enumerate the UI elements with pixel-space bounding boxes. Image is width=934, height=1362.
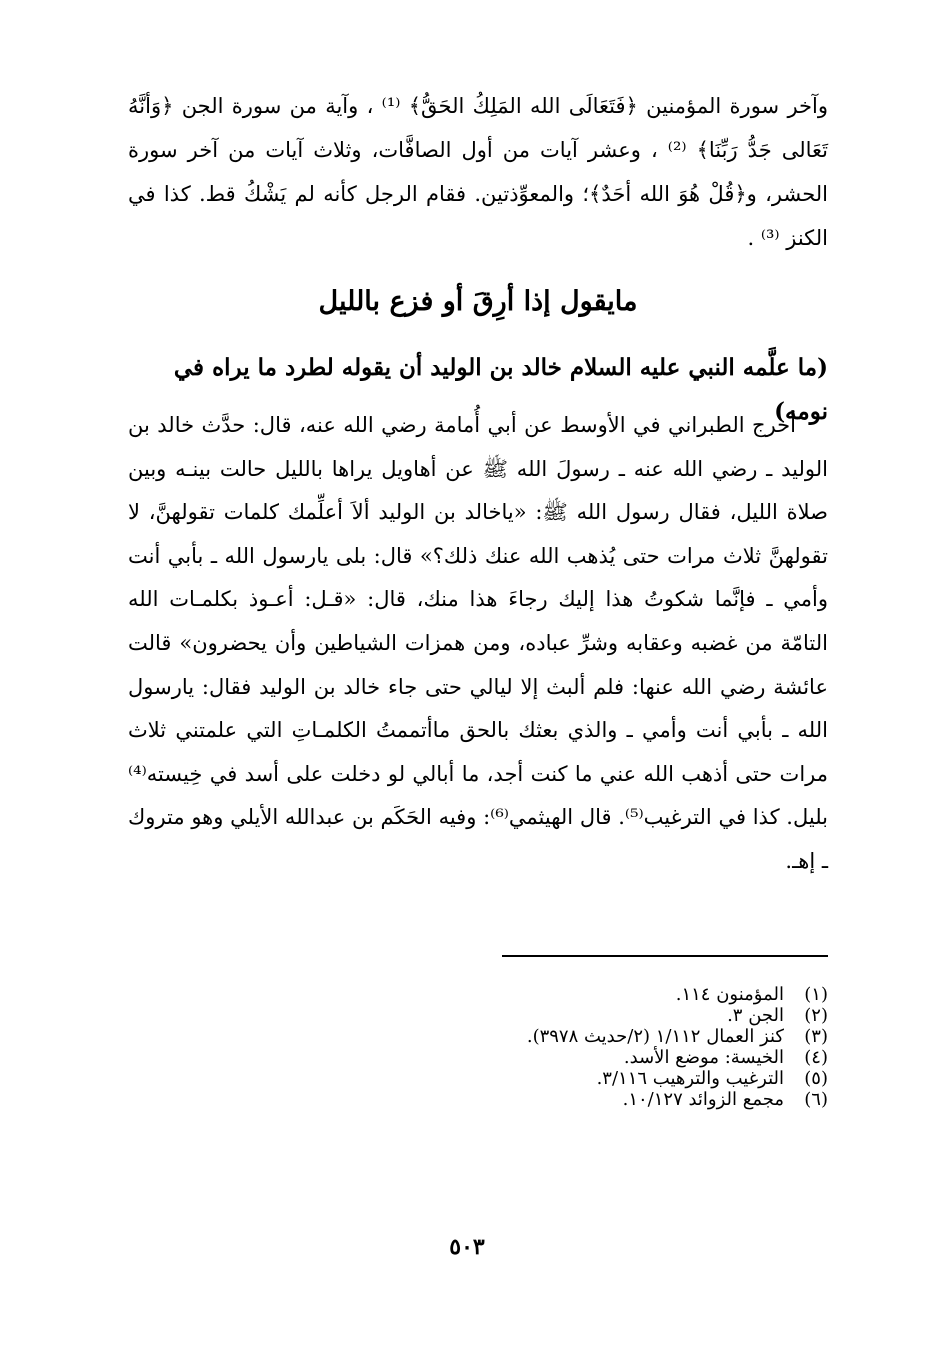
- footnote-text: الجن ٣.: [727, 1005, 784, 1026]
- footnotes-list: [300, 984, 828, 1110]
- footnote-number: (٦): [804, 1089, 828, 1110]
- footnote-item: [300, 984, 828, 1005]
- footnote-number: (١): [804, 984, 828, 1005]
- footnote-number: (٥): [804, 1068, 828, 1089]
- footnote-item: [300, 1047, 828, 1068]
- footnote-number: (٣): [804, 1026, 828, 1047]
- footnote-text: الترغيب والترهيب ٣/١١٦.: [596, 1068, 784, 1089]
- footnote-item: [300, 1005, 828, 1026]
- footnote-text: مجمع الزوائد ١٠/١٢٧.: [622, 1089, 784, 1110]
- footnote-number: (٢): [804, 1005, 828, 1026]
- intro-text: وآخر سورة المؤمنين ﴿فَتَعَالَى الله المَلِكُ الحَقُّ﴾ ⁽¹⁾ ، وآية من سورة الجن ﴿وَأنَّهُ تَعَالى جَدُّ رَبِّنَا﴾ ⁽²⁾ ، وعشر آيات من أول الصافَّات، وثلاث آيات من آخر سورة الحشر، و﴿قُلْ هُوَ الله أحَدٌ﴾؛ والمعوِّذتين. فقام الرجل كأنه لم يَشْكُ قط. كذا في الكنز ⁽³⁾ .: [128, 94, 828, 250]
- footnote-text: المؤمنون ١١٤.: [675, 984, 784, 1005]
- footnote-text: الخيسة: موضع الأسد.: [623, 1047, 784, 1068]
- section-heading: مايقول إذا أرِقَ أو فزع بالليل: [318, 286, 638, 317]
- page-number: ٥٠٣: [449, 1234, 485, 1260]
- body-paragraph: [128, 404, 828, 884]
- footnote-item: [300, 1089, 828, 1110]
- body-text: أخرج الطبراني في الأوسط عن أبي أُمامة رضي الله عنه، قال: حدَّث خالد بن الوليد ـ رضي الله عنه ـ رسولَ الله ﷺ عن أهاويل يراها بالليل حالت بينـه وبين صلاة الليل، فقال رسول الله ﷺ: «ياخالد بن الوليد ألاَ أعلِّمك كلمات تقولهنَّ، لا تقولهنَّ ثلاث مرات حتى يُذهب الله عنك ذلك؟» قال: بلى يارسول الله ـ بأبي أنت وأمي ـ فإنَّما شكوتُ هذا إليك رجاءَ هذا منك، قال: «قـل: أعـوذ بكلمـات الله التامّة من غضبه وعقابه وشرِّ عباده، ومن همزات الشياطين وأن يحضرون» قالت عائشة رضي الله عنها: فلم ألبث إلا ليالي حتى جاء خالد بن الوليد فقال: يارسول الله ـ بأبي أنت وأمي ـ والذي بعثك بالحق ماأتممتُ الكلمـاتِ التي علمتني ثلاث مرات حتى أذهب الله عني ما كنت أجد، ما أبالي لو دخلت على أسد في خِيسته⁽⁴⁾ بليل. كذا في الترغيب⁽⁵⁾. قال الهيثمي⁽⁶⁾: وفيه الحَكَم بن عبدالله الأيلي وهو متروك ـ إهـ.: [128, 413, 828, 873]
- footnote-item: [300, 1068, 828, 1089]
- section-subheading: (ما علَّمه النبي عليه السلام خالد بن الوليد أن يقوله لطرد ما يراه في نومه): [173, 354, 828, 425]
- footnote-text: كنز العمال ١/١١٢ (٢/حديث ٣٩٧٨).: [526, 1026, 784, 1047]
- intro-paragraph: [128, 84, 828, 260]
- footnote-divider: [502, 955, 828, 957]
- footnote-number: (٤): [804, 1047, 828, 1068]
- footnote-item: [300, 1026, 828, 1047]
